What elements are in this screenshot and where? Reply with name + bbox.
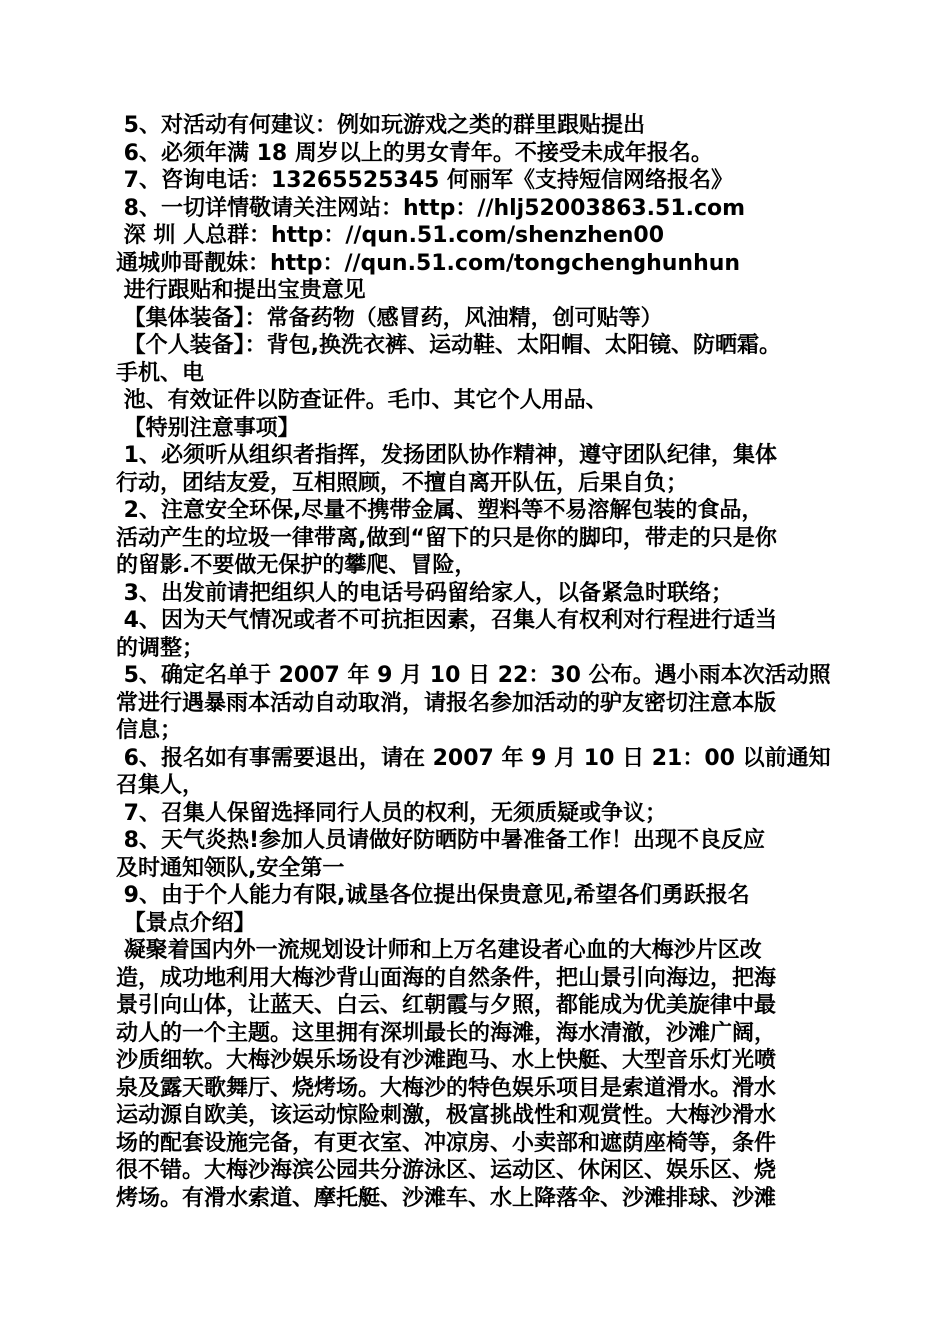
text-line: 4、因为天气情况或者不可抗拒因素，召集人有权利对行程进行适当	[116, 608, 777, 633]
text-line: 8、天气炎热!参加人员请做好防晒防中暑准备工作！出现不良反应	[116, 828, 766, 853]
text-line: 及时通知领队,安全第一	[116, 855, 345, 881]
text-line: 行动，团结友爱，互相照顾，不擅自离开队伍，后果自负；	[116, 470, 689, 496]
text-line: 活动产生的垃圾一律带离,做到“留下的只是你的脚印，带走的只是你	[116, 525, 777, 551]
text-line: 很不错。大梅沙海滨公园共分游泳区、运动区、休闲区、娱乐区、烧	[116, 1158, 777, 1183]
text-line: 运动源自欧美，该运动惊险刺激，极富挑战性和观赏性。大梅沙滑水	[116, 1103, 777, 1128]
text-line: 凝聚着国内外一流规划设计师和上万名建设者心血的大梅沙片区改	[116, 938, 762, 963]
text-line: 信息；	[116, 718, 183, 743]
text-line: 5、确定名单于 2007 年 9 月 10 日 22：30 公布。遇小雨本次活动照	[116, 663, 831, 688]
text-line: 的调整；	[116, 635, 205, 661]
text-line: 深 圳 人总群：http：//qun.51.com/shenzhen00	[116, 223, 665, 248]
text-line: 5、对活动有何建议：例如玩游戏之类的群里跟贴提出	[116, 113, 645, 138]
text-line: 召集人，	[116, 773, 205, 798]
text-line: 【景点介绍】	[116, 910, 256, 936]
text-line: 通城帅哥靓妹：http：//qun.51.com/tongchenghunhun	[116, 250, 741, 276]
text-line: 9、由于个人能力有限,诚垦各位提出保贵意见,希望各们勇跃报名	[116, 883, 750, 908]
text-line: 6、必须年满 18 周岁以上的男女青年。不接受未成年报名。	[116, 140, 713, 166]
text-line: 常进行遇暴雨本活动自动取消，请报名参加活动的驴友密切注意本版	[116, 690, 777, 716]
text-line: 3、出发前请把组织人的电话号码留给家人，以备紧急时联络；	[116, 580, 733, 606]
text-line: 【集体装备】：常备药物（感冒药，风油精，创可贴等）	[116, 305, 663, 331]
text-line: 烤场。有滑水索道、摩托艇、沙滩车、水上降落伞、沙滩排球、沙滩	[116, 1185, 777, 1211]
text-line: 7、咨询电话：13265525345 何丽军《支持短信网络报名》	[116, 168, 734, 193]
text-line: 【个人装备】：背包,换洗衣裤、运动鞋、太阳帽、太阳镜、防晒霜。	[116, 333, 782, 358]
text-line: 沙质细软。大梅沙娱乐场设有沙滩跑马、水上快艇、大型音乐灯光喷	[116, 1048, 777, 1073]
text-line: 2、注意安全环保,尽量不携带金属、塑料等不易溶解包装的食品，	[116, 498, 764, 523]
text-line: 景引向山体，让蓝天、白云、红朝霞与夕照，都能成为优美旋律中最	[116, 993, 777, 1018]
text-line: 场的配套设施完备，有更衣室、冲凉房、小卖部和遮荫座椅等，条件	[116, 1130, 777, 1156]
text-line: 7、召集人保留选择同行人员的权利，无须质疑或争议；	[116, 800, 667, 826]
text-line: 泉及露天歌舞厅、烧烤场。大梅沙的特色娱乐项目是索道滑水。滑水	[116, 1075, 777, 1101]
text-line: 池、有效证件以防查证件。毛巾、其它个人用品、	[116, 388, 608, 413]
text-line: 1、必须听从组织者指挥，发扬团队协作精神，遵守团队纪律，集体	[116, 443, 777, 468]
text-line: 8、一切详情敬请关注网站：http：//hlj52003863.51.com	[116, 195, 746, 221]
document-body	[116, 112, 838, 1212]
text-line: 动人的一个主题。这里拥有深圳最长的海滩，海水清澈，沙滩广阔，	[116, 1020, 777, 1046]
text-line: 的留影.不要做无保护的攀爬、冒险，	[116, 553, 477, 578]
text-line: 6、报名如有事需要退出，请在 2007 年 9 月 10 日 21：00 以前通知	[116, 745, 831, 771]
text-line: 造，成功地利用大梅沙背山面海的自然条件，把山景引向海边，把海	[116, 965, 777, 991]
text-line: 手机、电	[116, 360, 205, 386]
text-line: 【特别注意事项】	[116, 415, 300, 441]
text-line: 进行跟贴和提出宝贵意见	[116, 278, 366, 303]
